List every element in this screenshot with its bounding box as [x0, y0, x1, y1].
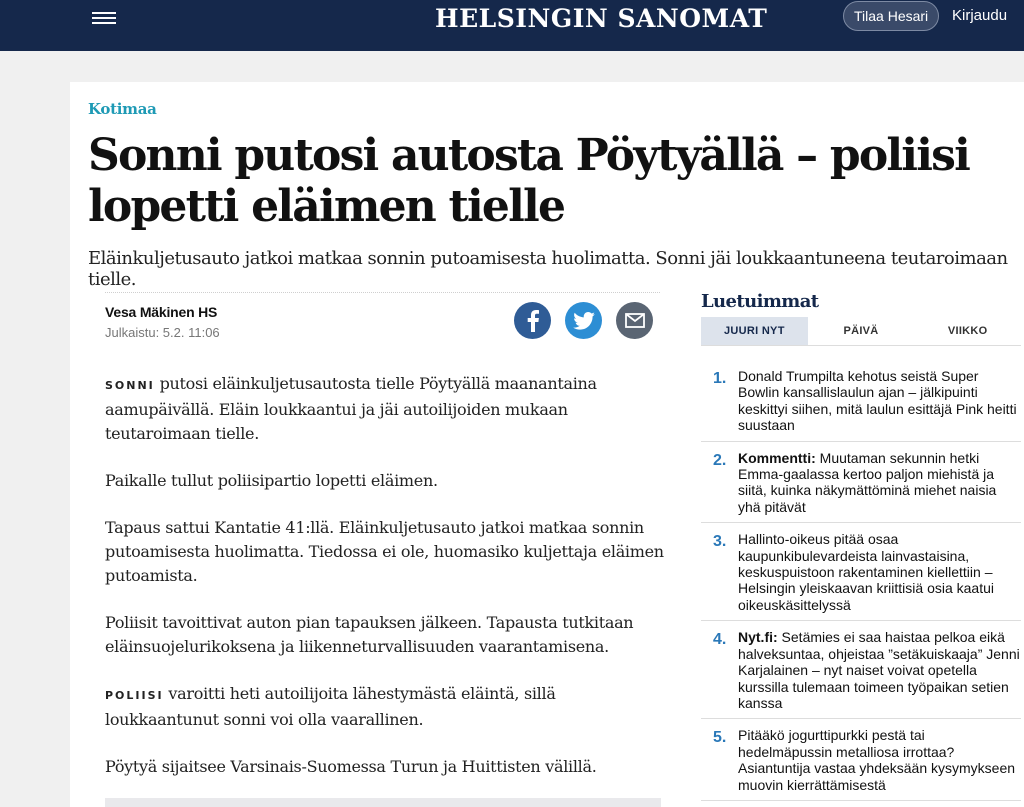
embedded-content-box — [105, 798, 661, 807]
tab-paiva[interactable]: PÄIVÄ — [843, 325, 879, 337]
publish-date: Julkaistu: 5.2. 11:06 — [105, 325, 220, 340]
rank-number: 4. — [713, 631, 727, 649]
article-paragraph: Paikalle tullut poliisipartio lopetti eläimen. — [105, 471, 438, 490]
subscribe-button[interactable]: Tilaa Hesari — [843, 1, 939, 31]
most-read-item[interactable]: 3. Hallinto-oikeus pitää osaa kaupunkibulevardeista lainvastaisina, keskuspuistoon rakentaminen kiellettiin – Helsingin yleiskaavan kriittisiä osia kaatui oikeuskäsittelyssä — [701, 523, 1021, 621]
article-paragraph: Tapaus sattui Kantatie 41:llä. Eläinkuljetusauto jatkoi matkaa sonnin putoamisesta huolimatta. Tiedossa ei ole, huomasiko kuljettaja eläimen putoamista. — [105, 518, 664, 585]
article-lead: Eläinkuljetusauto jatkoi matkaa sonnin putoamisesta huolimatta. Sonni jäi loukkaantuneena teutaroimaan tielle. — [88, 248, 1008, 290]
tab-viikko[interactable]: VIIKKO — [947, 325, 988, 337]
most-read-item[interactable]: 5. Pitääkö jogurttipurkki pestä tai hedelmäpussin metalliosa irrottaa? Asiantuntija vastaa yhdeksään kysymykseen muovin kierrättämisestä — [701, 719, 1021, 801]
tab-juuri-nyt[interactable]: JUURI NYT — [701, 317, 808, 345]
menu-icon[interactable] — [92, 9, 116, 27]
paragraph-lead-word: POLIISI — [105, 689, 164, 702]
most-read-title: Luetuimmat — [701, 291, 819, 312]
most-read-item[interactable]: 1. Donald Trumpilta kehotus seistä Super Bowlin kansallislaulun ajan – jälkipuinti keskittyi siihen, mitä laulun esittäjä Pink heitti suustaan — [701, 360, 1021, 442]
top-navigation-bar — [0, 0, 1024, 51]
share-facebook-button[interactable] — [514, 302, 551, 339]
site-logo[interactable]: HELSINGIN SANOMAT — [435, 4, 768, 33]
article-paragraph: SONNI putosi eläinkuljetusautosta tielle Pöytyällä maanantaina aamupäivällä. Eläin loukkaantui ja jäi autoilijoiden mukaan teutaroimaan tielle. — [105, 374, 597, 443]
most-read-tabs — [701, 317, 1021, 346]
twitter-icon — [573, 312, 595, 330]
share-twitter-button[interactable] — [565, 302, 602, 339]
article-body — [105, 372, 665, 802]
share-email-button[interactable] — [616, 302, 653, 339]
paragraph-lead-word: SONNI — [105, 379, 155, 392]
article-card — [70, 82, 1024, 807]
author-name[interactable]: Vesa Mäkinen HS — [105, 304, 218, 320]
article-paragraph: Pöytyä sijaitsee Varsinais-Suomessa Turun ja Huittisten välillä. — [105, 757, 597, 776]
rank-number: 1. — [713, 370, 727, 387]
rank-number: 2. — [713, 451, 727, 469]
most-read-item[interactable]: 2. Kommentti: Muutaman sekunnin hetki Emma-gaalassa kertoo paljon miehistä ja siitä, kuinka näkymättöminä miehet naisia yhä pitävät — [701, 442, 1021, 524]
byline-divider — [105, 292, 660, 293]
facebook-icon — [526, 310, 540, 332]
section-link[interactable]: Kotimaa — [88, 100, 157, 118]
rank-number: 5. — [713, 729, 727, 747]
most-read-item[interactable]: 4. Nyt.fi: Setämies ei saa haistaa pelkoa eikä halveksuntaa, ohjeistaa ”setäkuiskaaja” Jenni Karjalainen – nyt naiset voivat opetella kurssilla tulemaan toimeen työpaikan setien kanssa — [701, 621, 1021, 719]
article-headline: Sonni putosi autosta Pöytyällä – poliisi lopetti eläimen tielle — [88, 130, 970, 232]
login-link[interactable]: Kirjaudu — [952, 7, 1008, 24]
most-read-list — [701, 360, 1021, 801]
article-paragraph: POLIISI varoitti heti autoilijoita lähestymästä eläintä, sillä loukkaantunut sonni voi olla vaarallinen. — [105, 684, 556, 729]
rank-number: 3. — [713, 533, 727, 551]
email-icon — [625, 313, 645, 328]
article-paragraph: Poliisit tavoittivat auton pian tapauksen jälkeen. Tapausta tutkitaan eläinsuojelurikoksena ja liikenneturvallisuuden vaarantamisena. — [105, 613, 634, 656]
